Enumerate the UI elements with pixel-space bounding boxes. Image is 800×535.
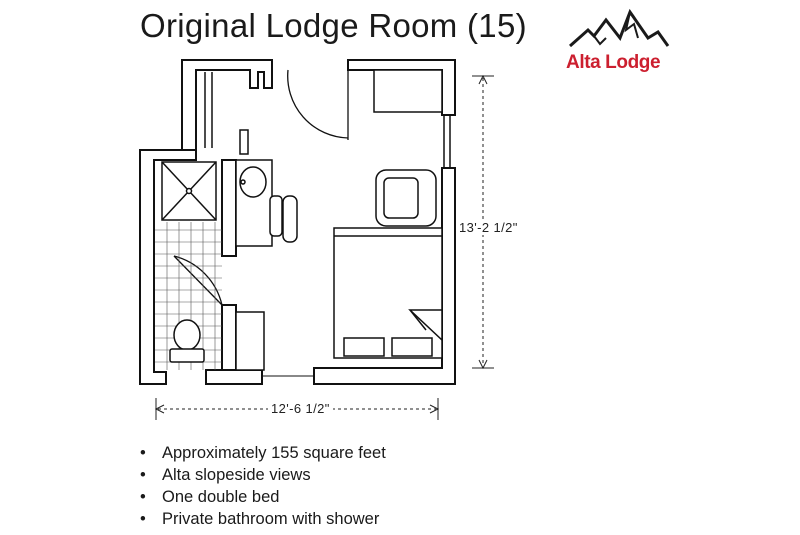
feature-item bbox=[140, 508, 386, 530]
feature-text: One double bed bbox=[162, 488, 280, 506]
feature-item bbox=[140, 442, 386, 464]
feature-item bbox=[140, 486, 386, 508]
width-dimension-label: 12'-6 1/2" bbox=[268, 401, 333, 416]
dresser bbox=[374, 70, 442, 112]
feature-item bbox=[140, 464, 386, 486]
feature-text: Alta slopeside views bbox=[162, 466, 311, 484]
feature-text: Private bathroom with shower bbox=[162, 510, 380, 528]
window-left bbox=[205, 72, 212, 148]
bullet-icon: • bbox=[140, 488, 146, 506]
alta-lodge-logo-text: Alta Lodge bbox=[566, 52, 661, 73]
bullet-icon: • bbox=[140, 466, 146, 484]
shower bbox=[162, 162, 216, 220]
double-bed bbox=[334, 228, 442, 358]
storage-unit bbox=[236, 312, 264, 370]
bullet-icon: • bbox=[140, 444, 146, 462]
armchair bbox=[376, 170, 436, 226]
feature-list bbox=[140, 442, 386, 530]
window-right bbox=[444, 115, 450, 168]
height-dimension-label: 13'-2 1/2" bbox=[459, 220, 518, 235]
entry-door bbox=[288, 70, 348, 140]
feature-text: Approximately 155 square feet bbox=[162, 444, 386, 462]
vanity-sink bbox=[236, 160, 297, 246]
bullet-icon: • bbox=[140, 510, 146, 528]
page-title: Original Lodge Room (15) bbox=[140, 7, 527, 44]
closet bbox=[240, 130, 248, 154]
